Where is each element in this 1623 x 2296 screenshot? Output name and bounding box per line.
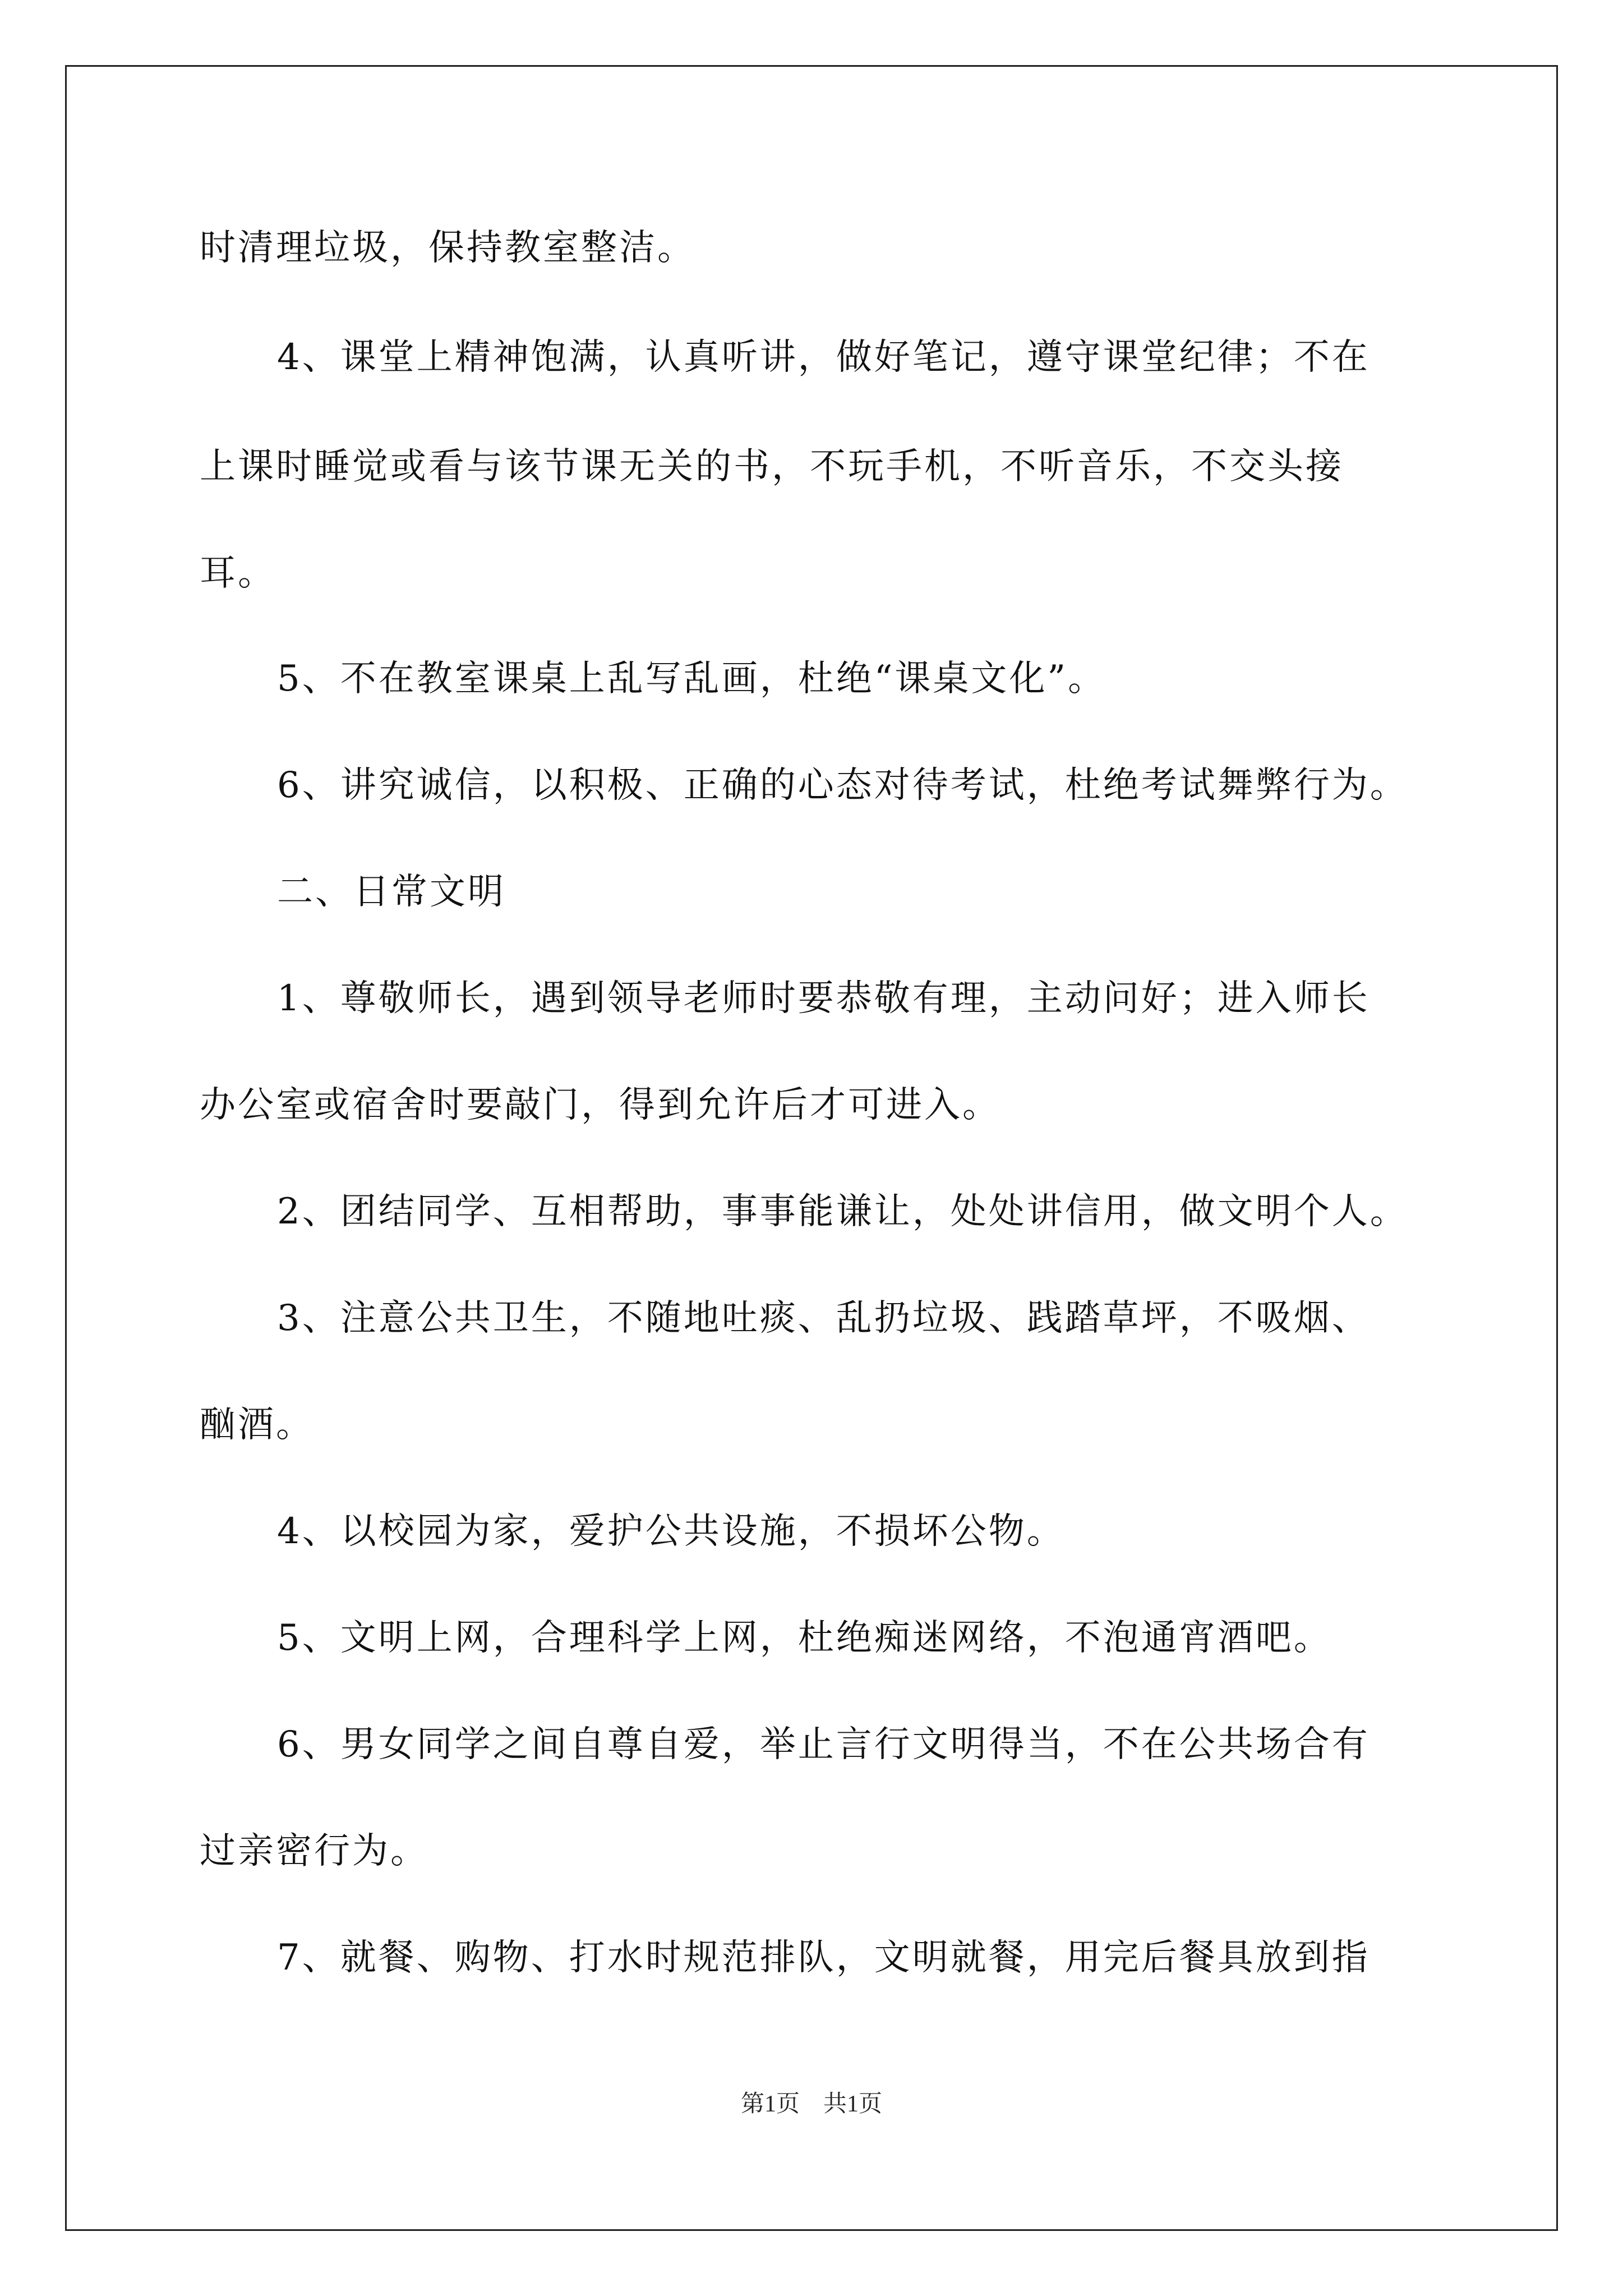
- section-heading: 二、日常文明: [277, 871, 506, 913]
- body-line: 过亲密行为。: [200, 1830, 428, 1872]
- body-line: 办公室或宿舍时要敲门，得到允许后才可进入。: [200, 1084, 1000, 1126]
- body-line: 时清理垃圾，保持教室整洁。: [200, 227, 695, 269]
- body-line: 1、尊敬师长，遇到领导老师时要恭敬有理，主动问好；进入师长: [277, 978, 1370, 1019]
- body-line: 耳。: [200, 553, 276, 594]
- body-line: 上课时睡觉或看与该节课无关的书，不玩手机，不听音乐，不交头接: [200, 446, 1344, 487]
- body-line: 2、团结同学、互相帮助，事事能谦让，处处讲信用，做文明个人。: [277, 1191, 1408, 1232]
- body-line: 6、讲究诚信，以积极、正确的心态对待考试，杜绝考试舞弊行为。: [277, 765, 1408, 806]
- body-line: 5、文明上网，合理科学上网，杜绝痴迷网络，不泡通宵酒吧。: [277, 1617, 1332, 1659]
- body-line: 7、就餐、购物、打水时规范排队，文明就餐，用完后餐具放到指: [277, 1937, 1370, 1978]
- body-line: 5、不在教室课桌上乱写乱画，杜绝“课桌文化”。: [277, 658, 1106, 700]
- body-line: 4、课堂上精神饱满，认真听讲，做好笔记，遵守课堂纪律；不在: [277, 337, 1370, 378]
- body-line: 6、男女同学之间自尊自爱，举止言行文明得当，不在公共场合有: [277, 1724, 1370, 1765]
- page-border: [65, 65, 1558, 2231]
- body-line: 3、注意公共卫生，不随地吐痰、乱扔垃圾、践踏草坪，不吸烟、: [277, 1297, 1370, 1339]
- page-number-footer: 第1页 共1页: [740, 2091, 882, 2117]
- body-line: 4、以校园为家，爱护公共设施，不损坏公物。: [277, 1511, 1065, 1552]
- body-line: 酗酒。: [200, 1404, 314, 1446]
